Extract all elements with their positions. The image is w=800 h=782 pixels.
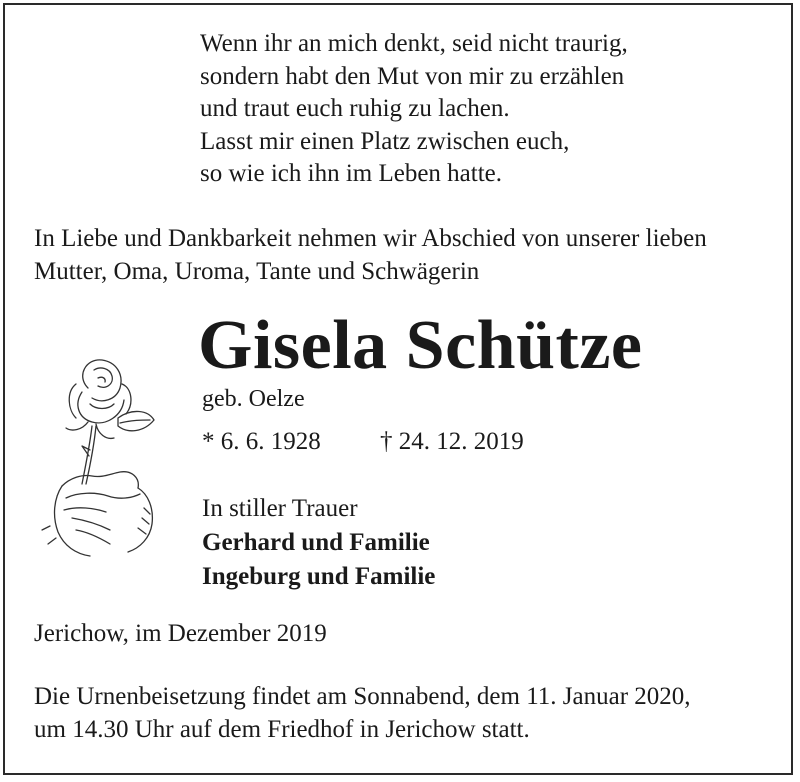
birth-date: * 6. 6. 1928 xyxy=(202,428,321,455)
death-date: † 24. 12. 2019 xyxy=(380,428,524,455)
mourners xyxy=(202,492,435,594)
mourner-name: Gerhard und Familie xyxy=(202,529,430,556)
poem-line: sondern habt den Mut von mir zu erzählen xyxy=(200,62,625,90)
life-dates xyxy=(202,426,524,458)
intro-text xyxy=(34,222,707,288)
mourners-heading: In stiller Trauer xyxy=(202,495,358,522)
deceased-name: Gisela Schütze xyxy=(198,307,643,384)
poem-line: Wenn ihr an mich denkt, seid nicht traurig, xyxy=(200,30,628,57)
poem-line: Lasst mir einen Platz zwischen euch, xyxy=(200,127,570,155)
maiden-name: geb. Oelze xyxy=(202,386,305,412)
rose-icon xyxy=(36,348,186,558)
burial-info xyxy=(34,680,691,746)
place-date: Jerichow, im Dezember 2019 xyxy=(34,620,327,647)
intro-line: Mutter, Oma, Uroma, Tante und Schwägerin xyxy=(34,258,480,285)
poem xyxy=(200,28,628,191)
mourner-name: Ingeburg und Familie xyxy=(202,563,436,590)
poem-line: so wie ich ihn im Leben hatte. xyxy=(200,160,503,187)
burial-line: um 14.30 Uhr auf dem Friedhof in Jerichow statt. xyxy=(34,716,530,743)
intro-line: In Liebe und Dankbarkeit nehmen wir Abschied von unserer lieben xyxy=(34,225,707,252)
burial-line: Die Urnenbeisetzung findet am Sonnabend, dem 11. Januar 2020, xyxy=(34,683,691,710)
poem-line: und traut euch ruhig zu lachen. xyxy=(200,95,510,122)
